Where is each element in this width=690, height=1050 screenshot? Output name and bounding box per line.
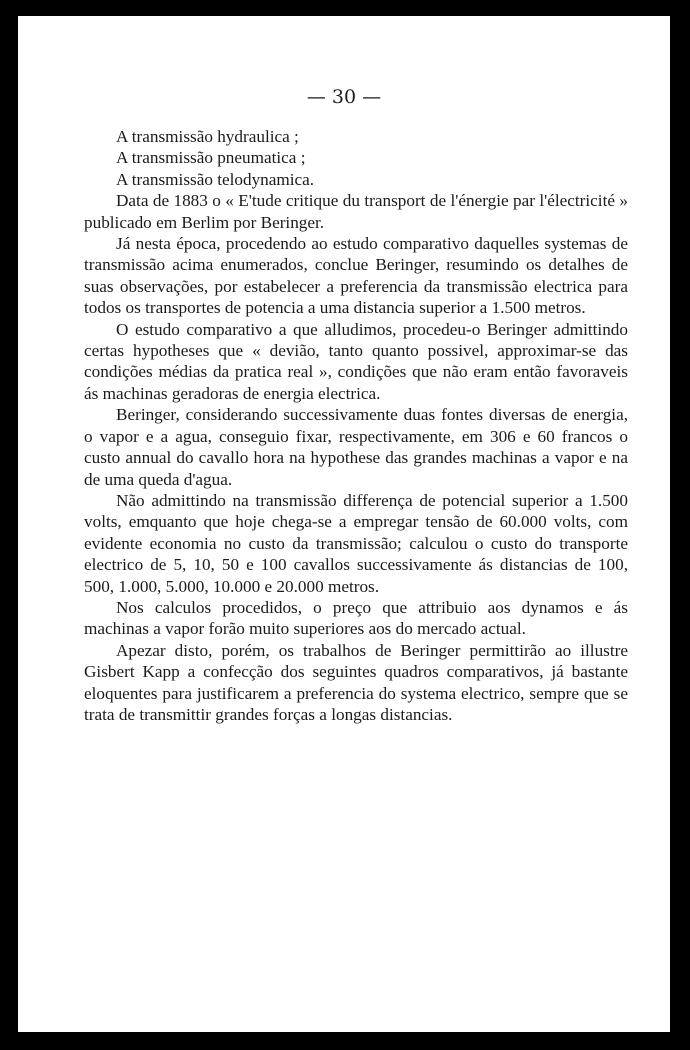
paragraph: Não admittindo na transmissão differença de potencial superior a 1.500 volts, emquanto que hoje chega-se a empregar tensão de 60.000 volts, com evidente economia no custo da transmissão; calculou o custo do transporte electrico de 5, 10, 50 e 100 cavallos successivamente ás distancias de 100, 500, 1.000, 5.000, 10.000 e 20.000 metros. xyxy=(84,490,628,596)
paragraph: Nos calculos procedidos, o preço que attribuio aos dynamos e ás machinas a vapor forão muito superiores aos do mercado actual. xyxy=(84,597,628,639)
paragraph: Data de 1883 o « E'tude critique du transport de l'énergie par l'électricité » publicado em Berlim por Beringer. xyxy=(84,191,628,232)
book-page xyxy=(18,16,670,1032)
paragraph: O estudo comparativo a que alludimos, procedeu-o Beringer admittindo certas hypotheses que « devião, tanto quanto possivel, approximar-se das condições médias da pratica real », condições que não eram então favoraveis ás machinas geradoras de energia electrica. xyxy=(84,319,628,403)
paragraph: Beringer, considerando successivamente duas fontes diversas de energia, o vapor e a agua, conseguio fixar, respectivamente, em 306 e 60 francos o custo annual do cavallo hora na hypothese das grandes machinas a vapor e na de uma queda d'agua. xyxy=(84,405,628,489)
page-number: — 30 — xyxy=(306,86,382,108)
paragraph: Já nesta época, procedendo ao estudo comparativo daquelles systemas de transmissão acima enumerados, conclue Beringer, resumindo os detalhes de suas observações, por estabelecer a preferencia da transmissão electrica para todos os transportes de potencia a uma distancia superior a 1.500 metros. xyxy=(84,234,628,318)
body-text xyxy=(84,126,628,725)
list-item-pneumatica: A transmissão pneumatica ; xyxy=(116,148,306,168)
list-item-hydraulica: A transmissão hydraulica ; xyxy=(116,127,299,146)
paragraph: Apezar disto, porém, os trabalhos de Beringer permittirão ao illustre Gisbert Kapp a confecção dos seguintes quadros comparativos, já bastante eloquentes para justificarem a preferencia do systema electrico, sempre que se trata de transmittir grandes forças a longas distancias. xyxy=(84,640,628,724)
list-item-telodynamica: A transmissão telodynamica. xyxy=(116,169,315,189)
